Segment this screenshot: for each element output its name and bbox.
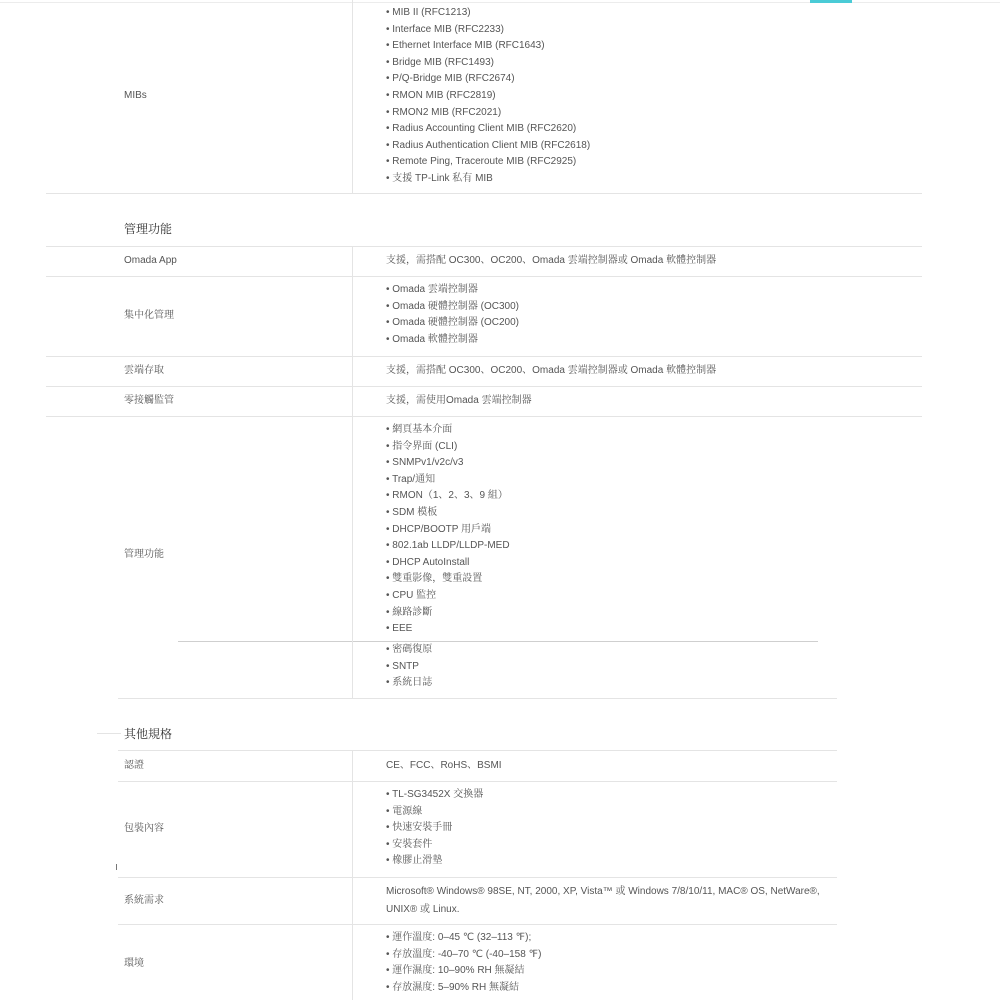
zero-touch-label: 零接觸監管	[124, 395, 174, 406]
features-label: 管理功能	[124, 549, 164, 560]
column-divider	[352, 416, 353, 698]
feature-item: • RMON（1、2、3、9 組）	[386, 488, 510, 505]
environment-item: • 存放溫度: -40–70 ℃ (-40–158 ℉)	[386, 947, 541, 964]
cloud-access-label: 雲端存取	[124, 365, 164, 376]
centralized-mgmt-label: 集中化管理	[124, 310, 174, 321]
omada-app-label: Omada App	[124, 255, 177, 266]
centralized-mgmt-item: • Omada 雲端控制器	[386, 282, 519, 299]
feature-item: • SDM 模板	[386, 505, 510, 522]
mibs-list	[386, 5, 590, 188]
row-divider	[46, 386, 922, 387]
column-divider	[352, 246, 353, 276]
feature-item: • 線路診斷	[386, 605, 510, 622]
system-req-line1: Microsoft® Windows® 98SE, NT, 2000, XP, Vista™ 或 Windows 7/8/10/11, MAC® OS, NetWare®,	[386, 886, 820, 897]
omada-app-value: 支援，需搭配 OC300、OC200、Omada 雲端控制器或 Omada 軟體控制器	[386, 255, 717, 266]
package-label: 包裝內容	[124, 823, 164, 834]
mib-item: • Remote Ping, Traceroute MIB (RFC2925)	[386, 154, 590, 171]
column-divider	[352, 386, 353, 416]
package-list	[386, 787, 483, 870]
management-section-title: 管理功能	[124, 222, 173, 236]
feature-item: • Trap/通知	[386, 472, 510, 489]
column-divider	[352, 356, 353, 386]
feature-item: • 指令界面 (CLI)	[386, 439, 510, 456]
feature-item: • EEE	[386, 621, 510, 638]
certification-value: CE、FCC、RoHS、BSMI	[386, 760, 502, 771]
feature-item: • 雙重影像，雙重設置	[386, 571, 510, 588]
mibs-label: MIBs	[124, 90, 147, 101]
centralized-mgmt-item: • Omada 軟體控制器	[386, 332, 519, 349]
column-divider	[352, 781, 353, 877]
features-list	[386, 422, 510, 638]
package-item: • 橡膠止滑墊	[386, 853, 483, 870]
feature-item: • CPU 監控	[386, 588, 510, 605]
row-divider	[118, 750, 837, 751]
feature-item: • DHCP/BOOTP 用戶端	[386, 522, 510, 539]
mib-item: • 支援 TP-Link 私有 MIB	[386, 171, 590, 188]
row-divider	[118, 781, 837, 782]
environment-label: 環境	[124, 958, 144, 969]
feature-item: • DHCP AutoInstall	[386, 555, 510, 572]
mib-item: • RMON2 MIB (RFC2021)	[386, 105, 590, 122]
environment-item: • 運作溫度: 0–45 ℃ (32–113 ℉);	[386, 930, 541, 947]
package-item: • 電源線	[386, 804, 483, 821]
package-item: • 安裝套件	[386, 837, 483, 854]
column-divider	[352, 877, 353, 924]
column-divider	[352, 0, 353, 193]
features-list-continued	[386, 642, 432, 692]
row-divider	[46, 416, 922, 417]
edge-mark	[116, 864, 117, 870]
feature-item: • SNMPv1/v2c/v3	[386, 455, 510, 472]
mib-item: • Bridge MIB (RFC1493)	[386, 55, 590, 72]
package-item: • 快速安裝手冊	[386, 820, 483, 837]
section-marker-line	[97, 733, 121, 734]
certification-label: 認證	[124, 760, 144, 771]
environment-item: • 存放濕度: 5–90% RH 無凝結	[386, 980, 541, 997]
row-divider	[118, 698, 837, 699]
row-divider	[46, 356, 922, 357]
row-divider	[118, 877, 837, 878]
feature-item: • 網頁基本介面	[386, 422, 510, 439]
active-tab-indicator	[810, 0, 852, 3]
environment-list	[386, 930, 541, 996]
other-section-title: 其他規格	[124, 727, 173, 741]
feature-item: • SNTP	[386, 659, 432, 676]
row-divider	[118, 924, 837, 925]
system-req-label: 系統需求	[124, 895, 164, 906]
mib-item: • Radius Authentication Client MIB (RFC2618)	[386, 138, 590, 155]
centralized-mgmt-item: • Omada 硬體控制器 (OC300)	[386, 299, 519, 316]
cloud-access-value: 支援，需搭配 OC300、OC200、Omada 雲端控制器或 Omada 軟體控制器	[386, 365, 717, 376]
mib-item: • P/Q-Bridge MIB (RFC2674)	[386, 71, 590, 88]
zero-touch-value: 支援，需使用Omada 雲端控制器	[386, 395, 532, 406]
row-divider	[46, 193, 922, 194]
mib-item: • Ethernet Interface MIB (RFC1643)	[386, 38, 590, 55]
column-divider	[352, 276, 353, 356]
mib-item: • MIB II (RFC1213)	[386, 5, 590, 22]
feature-item: • 系統日誌	[386, 675, 432, 692]
centralized-mgmt-list	[386, 282, 519, 348]
column-divider	[352, 924, 353, 1000]
column-divider	[352, 750, 353, 781]
system-req-line2: UNIX® 或 Linux.	[386, 904, 460, 915]
mib-item: • RMON MIB (RFC2819)	[386, 88, 590, 105]
feature-item: • 密碼復原	[386, 642, 432, 659]
package-item: • TL-SG3452X 交換器	[386, 787, 483, 804]
centralized-mgmt-item: • Omada 硬體控制器 (OC200)	[386, 315, 519, 332]
inner-divider	[178, 641, 818, 642]
mib-item: • Radius Accounting Client MIB (RFC2620)	[386, 121, 590, 138]
row-divider	[46, 246, 922, 247]
row-divider	[46, 276, 922, 277]
feature-item: • 802.1ab LLDP/LLDP-MED	[386, 538, 510, 555]
environment-item: • 運作濕度: 10–90% RH 無凝結	[386, 963, 541, 980]
mib-item: • Interface MIB (RFC2233)	[386, 22, 590, 39]
